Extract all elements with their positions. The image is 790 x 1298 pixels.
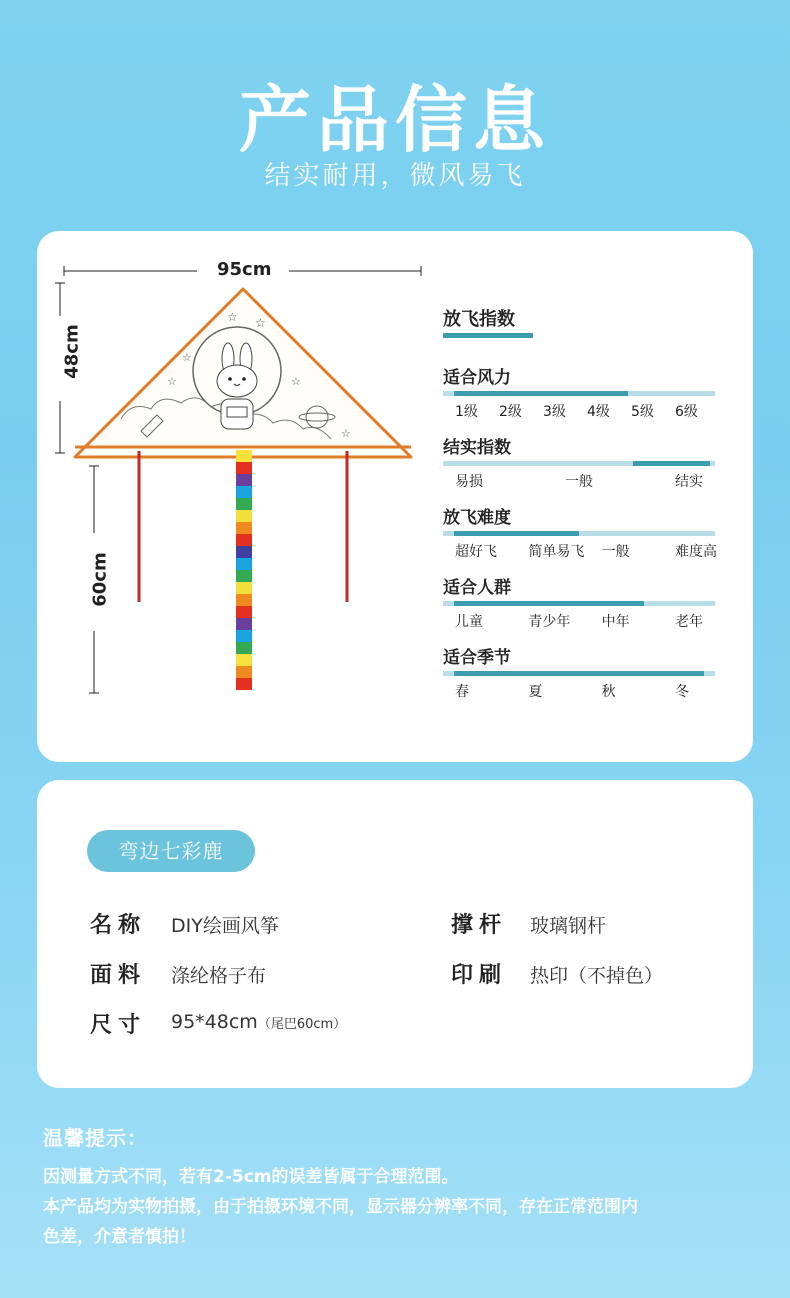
index-tick-label: 2级 [499,404,522,420]
index-bar-fill [454,671,704,676]
index-tick-label: 儿童 [455,614,483,630]
svg-text:☆: ☆ [227,310,238,324]
index-tick-label: 一般 [601,544,630,560]
flying-index-title: 放飞指数 [443,309,515,330]
index-tick-label: 3级 [543,404,566,420]
index-tick-label: 5级 [631,404,654,420]
index-bar-track [443,671,715,676]
spec-pole-value: 玻璃钢杆 [530,915,607,937]
page-subtitle: 结实耐用，微风易飞 [264,161,526,191]
product-tag: 弯边七彩鹿 [87,830,255,872]
index-tick-label: 春 [455,684,469,700]
spec-size-value [171,1011,346,1033]
index-tick-label: 中年 [601,614,630,630]
index-tick-label: 一般 [565,474,593,490]
index-bar-fill [633,461,709,466]
index-tick-label: 结实 [675,474,703,490]
notice-line: 色差，介意者慎拍！ [43,1227,196,1247]
index-ticks [443,401,715,423]
spec-name-value: DIY绘画风筝 [171,915,279,937]
index-row [443,363,715,423]
spec-size-note: （尾巴60cm） [257,1017,347,1032]
index-tick-label: 超好飞 [455,544,497,560]
notice-title: 温馨提示： [43,1126,148,1150]
index-tick-label: 老年 [675,614,703,630]
index-tick-label: 冬 [675,684,689,700]
spec-card [37,780,753,1088]
kite-tail-label: 60cm [89,552,111,607]
flying-index-underline [443,333,533,338]
svg-text:☆: ☆ [255,316,266,330]
index-bar-track [443,461,715,466]
index-tick-label: 4级 [587,404,610,420]
index-tick-label: 6级 [675,404,698,420]
notice-line: 因测量方式不同，若有2-5cm的误差皆属于合理范围。 [43,1167,459,1187]
index-row [443,433,715,493]
spec-print-key: 印刷 [451,963,508,988]
index-row-title: 适合风力 [443,368,511,388]
notice-line: 本产品均为实物拍摄，由于拍摄环境不同，显示器分辨率不同，存在正常范围内 [43,1197,638,1217]
svg-text:☆: ☆ [167,375,177,388]
index-tick-label: 难度高 [675,544,717,560]
index-ticks [443,471,715,493]
index-row-title: 结实指数 [443,438,511,458]
spec-size-key: 尺寸 [90,1013,147,1038]
page-title: 产品信息 [238,78,551,162]
spec-print-value: 热印（不掉色） [530,965,664,987]
index-tick-label: 夏 [528,684,543,700]
kite-height-label: 48cm [61,324,83,379]
index-tick-label: 易损 [455,474,483,490]
index-ticks [443,611,715,633]
spec-size-main: 95*48cm [171,1011,258,1033]
index-tick-label: 青少年 [528,614,571,630]
index-row-title: 适合人群 [443,578,511,598]
index-tick-label: 秋 [601,684,616,700]
index-row-title: 放飞难度 [443,508,511,528]
svg-text:☆: ☆ [291,375,301,388]
spec-pole-key: 撑杆 [451,913,508,938]
index-bar-track [443,391,715,396]
index-bar-fill [454,601,644,606]
kite-width-label: 95cm [217,259,272,280]
index-bar-track [443,601,715,606]
svg-text:☆: ☆ [341,427,351,440]
svg-text:☆: ☆ [182,351,192,364]
spec-name-key: 名称 [90,913,147,938]
index-ticks [443,541,715,563]
spec-fabric-key: 面料 [90,963,147,988]
index-tick-label: 简单易飞 [528,544,585,560]
index-row [443,643,715,703]
index-tick-label: 1级 [455,404,478,420]
kite-info-card [37,231,753,762]
index-row-title: 适合季节 [443,648,511,668]
index-row [443,573,715,633]
spec-fabric-value: 涤纶格子布 [171,965,267,987]
index-bar-fill [454,531,579,536]
index-ticks [443,681,715,703]
index-row [443,503,715,563]
index-bar-fill [454,391,628,396]
index-bar-track [443,531,715,536]
